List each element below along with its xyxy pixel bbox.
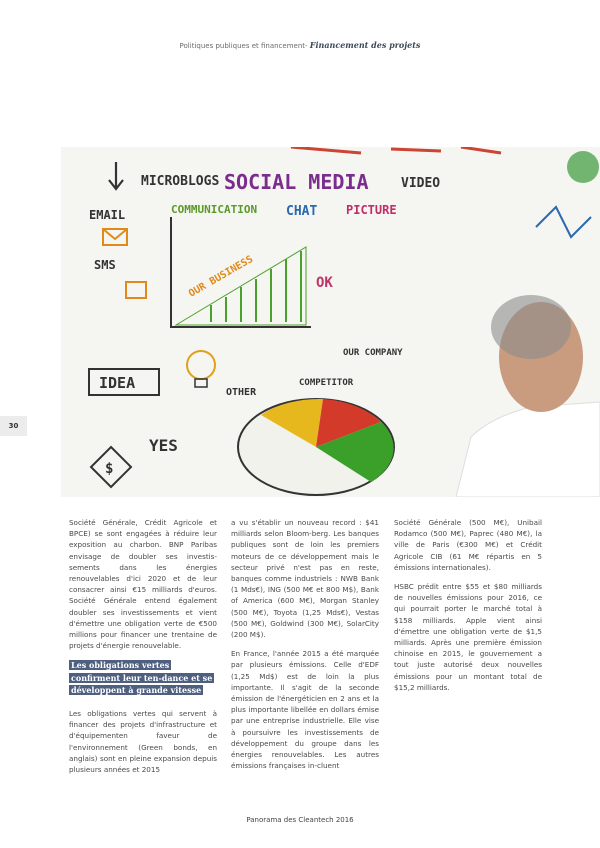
wb-word-7: SMS (94, 258, 116, 272)
text-column-2 (231, 517, 379, 779)
subheading-box (69, 659, 217, 696)
wb-word-8: OUR BUSINESS (187, 253, 256, 300)
wb-word-14: YES (149, 436, 178, 455)
col1-paragraph-1: Société Générale, Crédit Agricole et BPCE) se sont engagées à réduire leur exposition au charbon. BNP Paribas envisage de doubler ses investis-sements dans les énergies renouvelables d'ici 2020 et de leur consacrer ainsi €15 milliards d'euros. Société Générale entend également doubler ses investissements et vient d'émettre une obligation verte de €500 millions pour financer une trentaine de projets d'énergie renouvelable. (69, 518, 217, 651)
wb-word-5: CHAT (286, 204, 318, 219)
wb-word-1: SOCIAL MEDIA (224, 170, 369, 194)
wb-word-3: EMAIL (89, 208, 126, 222)
wb-word-10: IDEA (99, 374, 136, 392)
wb-word-6: PICTURE (346, 203, 397, 217)
whiteboard-photo (61, 147, 600, 497)
col3-paragraph-2: HSBC prédit entre $55 et $80 milliards de nouvelles émissions pour 2016, ce qui pourrait porter le marché total à $158 milliards. Apple vient ainsi d'émettre une obligation verte de $1,5 milliards. Après une première émission chinoise en 2015, le gouvernement a tout juste autorisé deux nouvelles émissions pour un montant total de $15,2 milliards. (394, 582, 542, 692)
subheading: Les obligations vertes confirment leur ten-dance et se développent à grande vitesse (71, 660, 213, 695)
header-section: Financement des projets (309, 40, 421, 50)
wb-word-13: OTHER (226, 387, 257, 398)
col2-paragraph-2: En France, l'année 2015 a été marquée par plusieurs émissions. Celle d'EDF (1,25 Md$) est de loin la plus importante. Il s'agit de la seconde émission de l'énergéticien en 2 ans et la plus importante libellée en dollars émise par une entreprise industrielle. Elle vise à poursuivre les investissements de développement du groupe dans les énergies renouvelables. Les autres émissions françaises in-cluent (231, 649, 379, 771)
wb-word-2: VIDEO (401, 176, 441, 191)
text-column-3 (394, 517, 542, 701)
whiteboard-illustration (61, 147, 600, 497)
wb-word-11: OUR COMPANY (343, 348, 403, 358)
wb-word-4: COMMUNICATION (171, 203, 258, 216)
running-footer: Panorama des Cleantech 2016 (246, 816, 354, 824)
wb-word-12: COMPETITOR (299, 378, 354, 388)
wb-word-9: OK (316, 275, 333, 291)
page-number: 30 (0, 416, 27, 436)
wb-word-15: $ (105, 461, 114, 477)
col1-paragraph-2: Les obligations vertes qui servent à financer des projets d'infrastructure et d'équipementen faveur de l'environnement (Green bonds, en anglais) sont en pleine expansion depuis plusieurs années et 2015 (69, 709, 217, 775)
text-column-1 (69, 517, 217, 783)
header-prefix: Politiques publiques et financement- (179, 42, 310, 50)
col3-paragraph-1: Société Générale (500 M€), Unibail Rodamco (500 M€), Paprec (480 M€), la ville de Paris (€300 M€) et Crédit Agricole CIB (61 M€ répartis en 5 émissions internationales). (394, 518, 542, 572)
col2-paragraph-1: a vu s'établir un nouveau record : $41 milliards selon Bloom-berg. Les banques publiques sont de loin les premiers moteurs de ce développement mais le secteur privé n'est pas en reste, banques comme industriels : NWB Bank (1 Mds€), ING (500 M€ et 800 M$), Bank of America (600 M€), Morgan Stanley (500 M€), Toyota (1,25 Mds€), Vestas (500 M€), Goldwind (300 M€), SolarCity (200 M$). (231, 518, 379, 640)
wb-word-0: MICROBLOGS (141, 174, 220, 189)
running-header (0, 40, 600, 50)
